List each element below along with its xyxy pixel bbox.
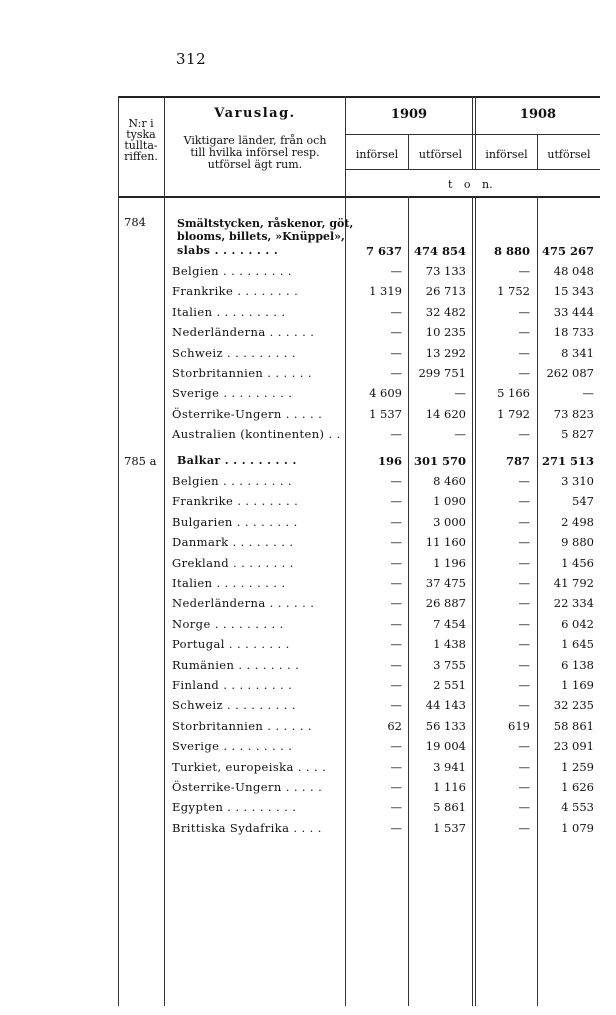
cell-import-1909: — [390, 657, 402, 672]
row-label: Italien . . . . . . . . . [172, 304, 286, 319]
cell-import-1909: 196 [377, 454, 402, 468]
cell-import-1909: — [390, 535, 402, 550]
cell-export-1909: 1 196 [433, 555, 466, 570]
cell-import-1909: — [390, 474, 402, 488]
cell-export-1908: 58 861 [553, 718, 594, 733]
table-row [0, 494, 616, 514]
header-nr-line: tyska [126, 128, 156, 141]
table-row [0, 305, 616, 325]
header-subtitle-line: till hvilka införsel resp. [190, 146, 320, 159]
cell-export-1908: 73 823 [553, 406, 594, 421]
table-row [0, 535, 616, 555]
cell-import-1909: — [390, 596, 402, 611]
group-nr-text: 785 a [124, 454, 157, 468]
cell-import-1908: — [518, 678, 530, 692]
table-row [0, 427, 616, 447]
cell-export-1909: 8 460 [433, 474, 466, 488]
cell-export-1908: 1 169 [561, 678, 594, 692]
row-label: Storbritannien . . . . . . [172, 718, 312, 733]
cell-import-1908: — [518, 345, 530, 360]
cell-import-1908: 787 [505, 454, 530, 468]
cell-import-1909: — [390, 698, 402, 713]
table-row [0, 800, 616, 820]
row-label: Österrike-Ungern . . . . . [172, 406, 323, 421]
table-row [0, 617, 616, 637]
table-row [0, 515, 616, 535]
table-row [0, 284, 616, 304]
cell-export-1908: 4 553 [561, 800, 594, 815]
cell-import-1909: 1 537 [369, 406, 402, 421]
cell-export-1908: 1 259 [561, 759, 594, 774]
header-title: Varuslag. [214, 106, 296, 121]
cell-import-1908: — [518, 739, 530, 754]
cell-export-1908: 22 334 [553, 596, 594, 611]
cell-export-1909: 56 133 [425, 718, 466, 733]
row-label: Rumänien . . . . . . . . [172, 657, 300, 672]
cell-export-1908: 9 880 [561, 535, 594, 550]
cell-import-1908: — [518, 759, 530, 774]
cell-import-1909: — [390, 494, 402, 509]
header-subtitle-line: utförsel ägt rum. [207, 158, 303, 171]
cell-import-1908: — [518, 494, 530, 509]
cell-export-1908: 3 310 [561, 474, 594, 488]
cell-import-1908: 5 166 [497, 386, 530, 401]
table-row [0, 719, 616, 739]
row-label: Schweiz . . . . . . . . . [172, 345, 296, 360]
cell-import-1909: — [390, 739, 402, 754]
table-row [0, 760, 616, 780]
row-label: Danmark . . . . . . . . [172, 535, 294, 550]
table-row [0, 678, 616, 698]
table-top-rule [118, 96, 600, 98]
cell-import-1909: — [390, 616, 402, 631]
year-1908: 1908 [519, 107, 557, 122]
cell-export-1909: 1 537 [433, 820, 466, 835]
cell-export-1908: 32 235 [553, 698, 594, 713]
cell-export-1909: 13 292 [425, 345, 466, 360]
cell-export-1908: 18 733 [553, 325, 594, 340]
table-row [0, 556, 616, 576]
vline-year-left [472, 96, 473, 169]
cell-import-1909: — [390, 264, 402, 278]
cell-export-1908: 8 341 [561, 345, 594, 360]
cell-export-1908: 48 048 [553, 264, 594, 278]
cell-import-1908: — [518, 657, 530, 672]
cell-export-1908: 5 827 [561, 427, 594, 442]
cell-import-1909: — [390, 366, 402, 380]
cell-import-1909: — [390, 759, 402, 774]
row-label: Balkar . . . . . . . . . [177, 454, 297, 467]
cell-export-1908: 6 042 [561, 616, 594, 631]
header-bottom-rule [118, 196, 600, 198]
cell-import-1909: — [390, 780, 402, 794]
row-label: Nederländerna . . . . . . [172, 325, 315, 340]
cell-import-1909: — [390, 820, 402, 835]
table-row [0, 366, 616, 386]
cell-import-1908: — [518, 820, 530, 835]
header-subtitle [166, 135, 344, 171]
table-row [0, 407, 616, 427]
cell-export-1908: 1 645 [561, 637, 594, 652]
table-row [0, 454, 616, 474]
cell-export-1909: 1 116 [433, 780, 466, 794]
cell-import-1909: — [390, 345, 402, 360]
cell-export-1909: 14 620 [425, 406, 466, 421]
row-label: Österrike-Ungern . . . . . [172, 780, 323, 794]
header-nr-line: N:r i [128, 117, 154, 130]
col-export-1908: utförsel [547, 148, 591, 161]
row-label: Australien (kontinenten) . . [172, 427, 341, 442]
cell-export-1909: 10 235 [425, 325, 466, 340]
cell-export-1909: 3 755 [433, 657, 466, 672]
cell-import-1908: — [518, 616, 530, 631]
table-row [0, 658, 616, 678]
cell-import-1908: — [518, 555, 530, 570]
table-row [0, 244, 616, 264]
cell-export-1909: 26 887 [425, 596, 466, 611]
cell-export-1909: 1 438 [433, 637, 466, 652]
unit-rule [346, 169, 600, 170]
row-label: Belgien . . . . . . . . . [172, 264, 292, 278]
cell-import-1908: — [518, 474, 530, 488]
cell-export-1908: 271 513 [541, 454, 594, 468]
cell-export-1908: 41 792 [553, 576, 594, 590]
cell-export-1909: 3 941 [433, 759, 466, 774]
table-row [0, 325, 616, 345]
header-nr-label [120, 118, 162, 162]
cell-import-1908: — [518, 576, 530, 590]
row-label: Italien . . . . . . . . . [172, 576, 286, 590]
cell-export-1909: — [454, 386, 466, 401]
unit-label: t o n. [448, 178, 493, 191]
cell-export-1908: 15 343 [553, 284, 594, 299]
cell-export-1908: 1 456 [561, 555, 594, 570]
row-label: Belgien . . . . . . . . . [172, 474, 292, 488]
cell-import-1909: — [390, 800, 402, 815]
table-row [0, 821, 616, 841]
cell-export-1908: 475 267 [541, 244, 594, 258]
cell-export-1909: 73 133 [425, 264, 466, 278]
table-row [0, 780, 616, 800]
cell-import-1909: — [390, 637, 402, 652]
cell-export-1908: 6 138 [561, 657, 594, 672]
header-subtitle-line: Viktigare länder, från och [183, 134, 327, 147]
cell-import-1908: 8 880 [493, 244, 530, 258]
group-nr-text: 784 [124, 215, 146, 229]
cell-export-1909: 1 090 [433, 494, 466, 509]
cell-export-1909: 7 454 [433, 616, 466, 631]
group-title-line: blooms, billets, »Knüppel», [177, 230, 345, 243]
cell-import-1909: — [390, 576, 402, 590]
col-import-1908: införsel [485, 148, 528, 161]
row-label: Storbritannien . . . . . . [172, 366, 312, 380]
cell-export-1909: 19 004 [425, 739, 466, 754]
cell-export-1909: 5 861 [433, 800, 466, 815]
cell-import-1908: — [518, 427, 530, 442]
cell-export-1908: 2 498 [561, 514, 594, 529]
cell-import-1908: — [518, 264, 530, 278]
table-row [0, 637, 616, 657]
row-label: Portugal . . . . . . . . [172, 637, 290, 652]
header-nr-line: riffen. [124, 150, 158, 163]
cell-import-1909: — [390, 678, 402, 692]
cell-import-1908: 1 752 [497, 284, 530, 299]
col-export-1909: utförsel [418, 148, 463, 161]
cell-export-1909: 2 551 [433, 678, 466, 692]
row-label: Sverige . . . . . . . . . [172, 386, 293, 401]
row-label: Frankrike . . . . . . . . [172, 494, 299, 509]
cell-export-1908: 33 444 [553, 304, 594, 319]
table-row [0, 264, 616, 284]
table-row [0, 474, 616, 494]
header-nr-line: tullta- [124, 139, 158, 152]
table-row [0, 576, 616, 596]
col-import-1909: införsel [355, 148, 399, 161]
row-label: Frankrike . . . . . . . . [172, 284, 299, 299]
cell-export-1909: 32 482 [425, 304, 466, 319]
cell-import-1908: — [518, 325, 530, 340]
cell-import-1909: — [390, 555, 402, 570]
cell-import-1908: 619 [508, 718, 530, 733]
row-label: Finland . . . . . . . . . [172, 678, 293, 692]
cell-import-1909: — [390, 325, 402, 340]
cell-import-1908: — [518, 780, 530, 794]
cell-import-1908: — [518, 596, 530, 611]
cell-export-1909: 26 713 [425, 284, 466, 299]
cell-export-1908: 547 [572, 494, 594, 509]
row-label: Schweiz . . . . . . . . . [172, 698, 296, 713]
cell-import-1908: 1 792 [497, 406, 530, 421]
cell-export-1909: 44 143 [425, 698, 466, 713]
table-row [0, 698, 616, 718]
cell-import-1908: — [518, 535, 530, 550]
cell-export-1908: 262 087 [546, 366, 594, 380]
cell-import-1909: — [390, 427, 402, 442]
row-label: Bulgarien . . . . . . . . [172, 514, 298, 529]
cell-export-1909: — [454, 427, 466, 442]
cell-export-1909: 299 751 [418, 366, 466, 380]
row-label: Turkiet, europeiska . . . . [172, 759, 327, 774]
cell-export-1909: 37 475 [425, 576, 466, 590]
page-number: 312 [176, 50, 207, 68]
row-label: slabs . . . . . . . . [177, 244, 279, 257]
cell-import-1908: — [518, 304, 530, 319]
year-rule [346, 134, 600, 135]
year-1909: 1909 [390, 107, 428, 122]
table-row [0, 596, 616, 616]
cell-import-1909: 62 [387, 718, 402, 733]
cell-export-1908: 23 091 [553, 739, 594, 754]
cell-import-1909: — [390, 304, 402, 319]
cell-export-1908: 1 079 [561, 820, 594, 835]
row-label: Egypten . . . . . . . . . [172, 800, 297, 815]
row-label: Brittiska Sydafrika . . . . [172, 820, 322, 835]
cell-import-1909: 1 319 [369, 284, 402, 299]
cell-export-1909: 301 570 [413, 454, 466, 468]
cell-import-1908: — [518, 800, 530, 815]
cell-import-1908: — [518, 514, 530, 529]
cell-export-1908: — [582, 386, 594, 401]
table-row [0, 739, 616, 759]
cell-import-1908: — [518, 698, 530, 713]
cell-import-1908: — [518, 637, 530, 652]
cell-import-1909: 4 609 [369, 386, 402, 401]
row-label: Norge . . . . . . . . . [172, 616, 284, 631]
cell-import-1908: — [518, 366, 530, 380]
table-row [0, 346, 616, 366]
cell-export-1909: 3 000 [433, 514, 466, 529]
cell-export-1909: 11 160 [425, 535, 466, 550]
cell-export-1908: 1 626 [561, 780, 594, 794]
table-row [0, 386, 616, 406]
group-title-line: Smältstycken, råskenor, göt, [177, 217, 354, 230]
cell-import-1909: — [390, 514, 402, 529]
row-label: Sverige . . . . . . . . . [172, 739, 293, 754]
cell-import-1909: 7 637 [365, 244, 402, 258]
row-label: Nederländerna . . . . . . [172, 596, 315, 611]
cell-export-1909: 474 854 [413, 244, 466, 258]
row-label: Grekland . . . . . . . . [172, 555, 294, 570]
